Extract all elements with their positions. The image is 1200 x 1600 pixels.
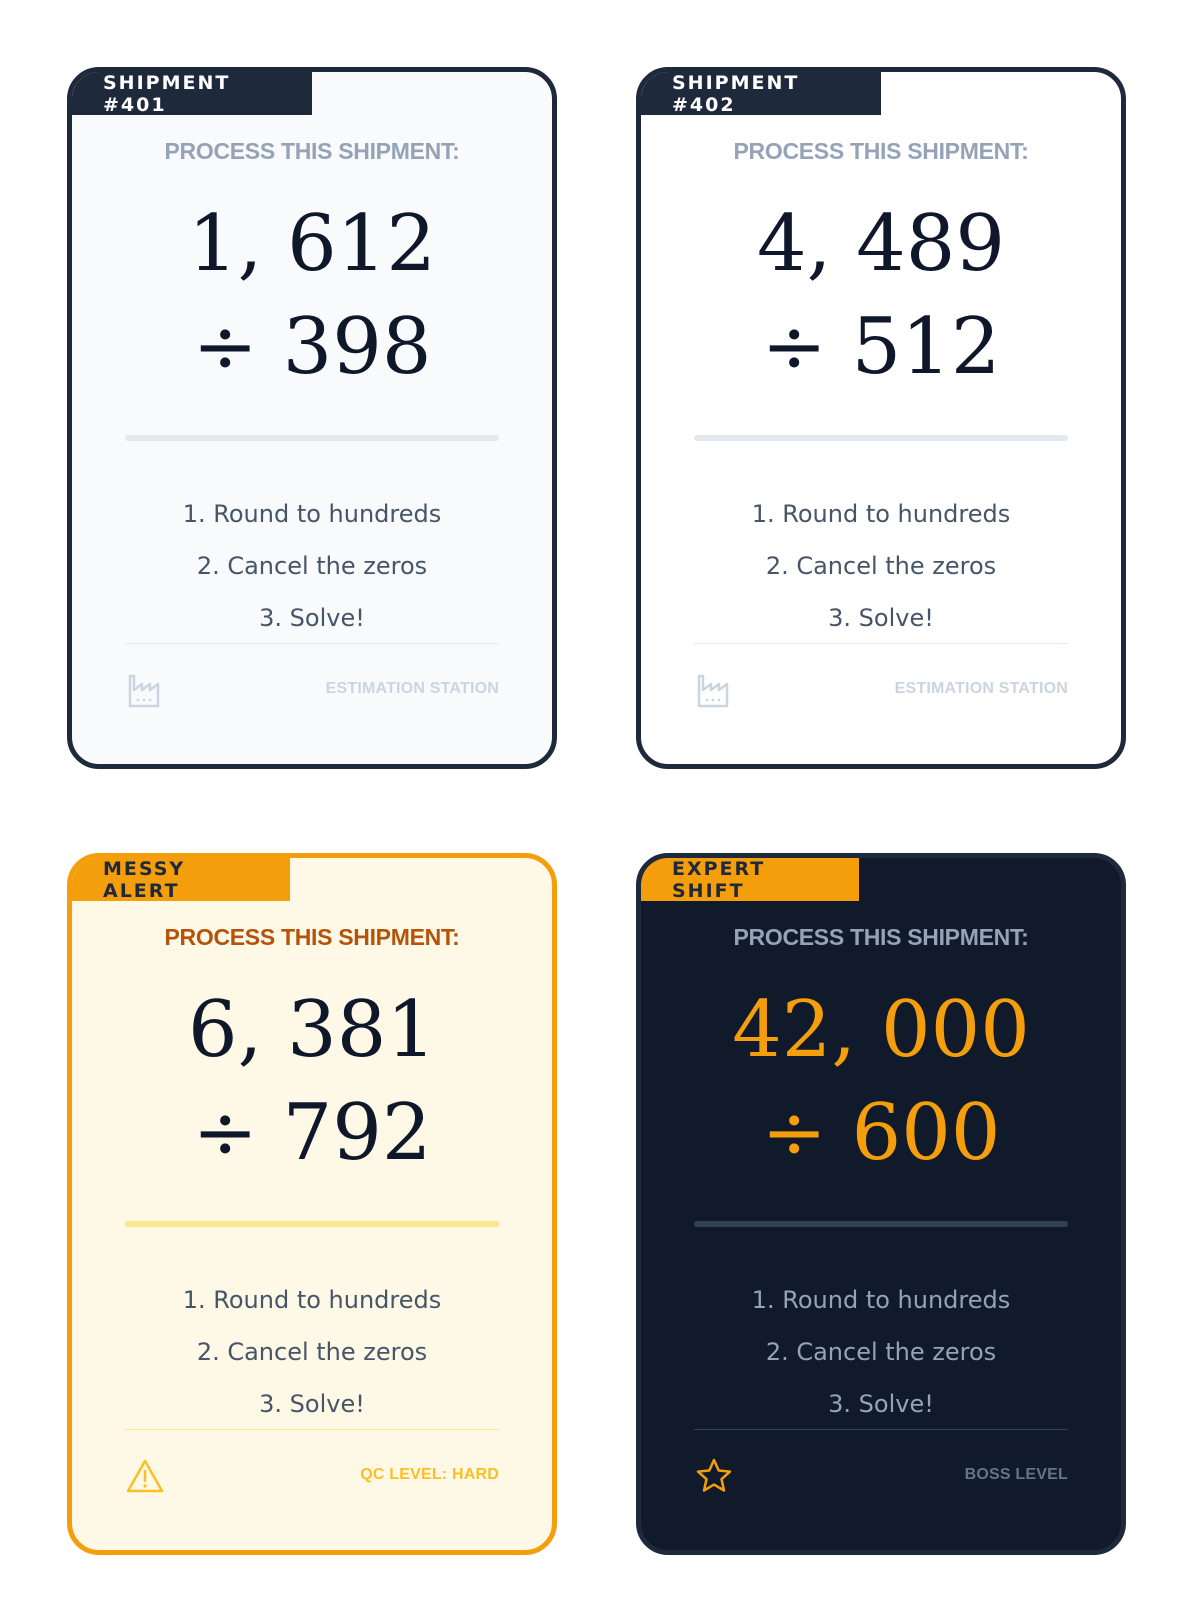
warning-icon [125,1456,165,1496]
footer-label: ESTIMATION STATION [894,680,1068,697]
step-item: 2. Cancel the zeros [765,552,997,580]
star-icon [694,1456,734,1496]
steps-list [72,497,552,653]
step-item: 1. Round to hundreds [182,1286,442,1314]
messy-alert-card [67,853,557,1555]
divider-bar [694,435,1068,441]
card-tag: MESSY ALERT [72,858,290,901]
card-tag: SHIPMENT #401 [72,72,312,115]
dividend: 1, 612 [187,199,437,289]
footer-rule [125,1429,499,1430]
steps-list [641,497,1121,653]
footer-rule [125,643,499,644]
shipment-card-401 [67,67,557,769]
card-tag: EXPERT SHIFT [641,858,859,901]
divisor: ÷ 600 [761,1088,1001,1178]
step-item: 1. Round to hundreds [182,500,442,528]
card-tag: SHIPMENT #402 [641,72,881,115]
dividend: 4, 489 [756,199,1006,289]
dividend: 42, 000 [732,985,1030,1075]
steps-list [72,1283,552,1439]
card-prompt: PROCESS THIS SHIPMENT: [164,924,460,950]
steps-list [641,1283,1121,1439]
footer-rule [694,643,1068,644]
footer-label: BOSS LEVEL [964,1466,1068,1483]
divisor: ÷ 512 [761,302,1001,392]
step-item: 2. Cancel the zeros [765,1338,997,1366]
divider-bar [125,435,499,441]
step-item: 3. Solve! [259,1390,365,1418]
step-item: 1. Round to hundreds [751,1286,1011,1314]
factory-icon [694,670,734,710]
step-item: 1. Round to hundreds [751,500,1011,528]
card-prompt: PROCESS THIS SHIPMENT: [733,924,1029,950]
divisor: ÷ 398 [192,302,432,392]
divider-bar [125,1221,499,1227]
step-item: 2. Cancel the zeros [196,552,428,580]
step-item: 3. Solve! [259,604,365,632]
step-item: 3. Solve! [828,1390,934,1418]
factory-icon [125,670,165,710]
footer-rule [694,1429,1068,1430]
step-item: 3. Solve! [828,604,934,632]
card-prompt: PROCESS THIS SHIPMENT: [733,138,1029,164]
shipment-card-402 [636,67,1126,769]
step-item: 2. Cancel the zeros [196,1338,428,1366]
card-prompt: PROCESS THIS SHIPMENT: [164,138,460,164]
footer-label: ESTIMATION STATION [325,680,499,697]
divider-bar [694,1221,1068,1227]
footer-label: QC LEVEL: HARD [360,1466,499,1483]
dividend: 6, 381 [187,985,437,1075]
divisor: ÷ 792 [192,1088,432,1178]
expert-shift-card [636,853,1126,1555]
